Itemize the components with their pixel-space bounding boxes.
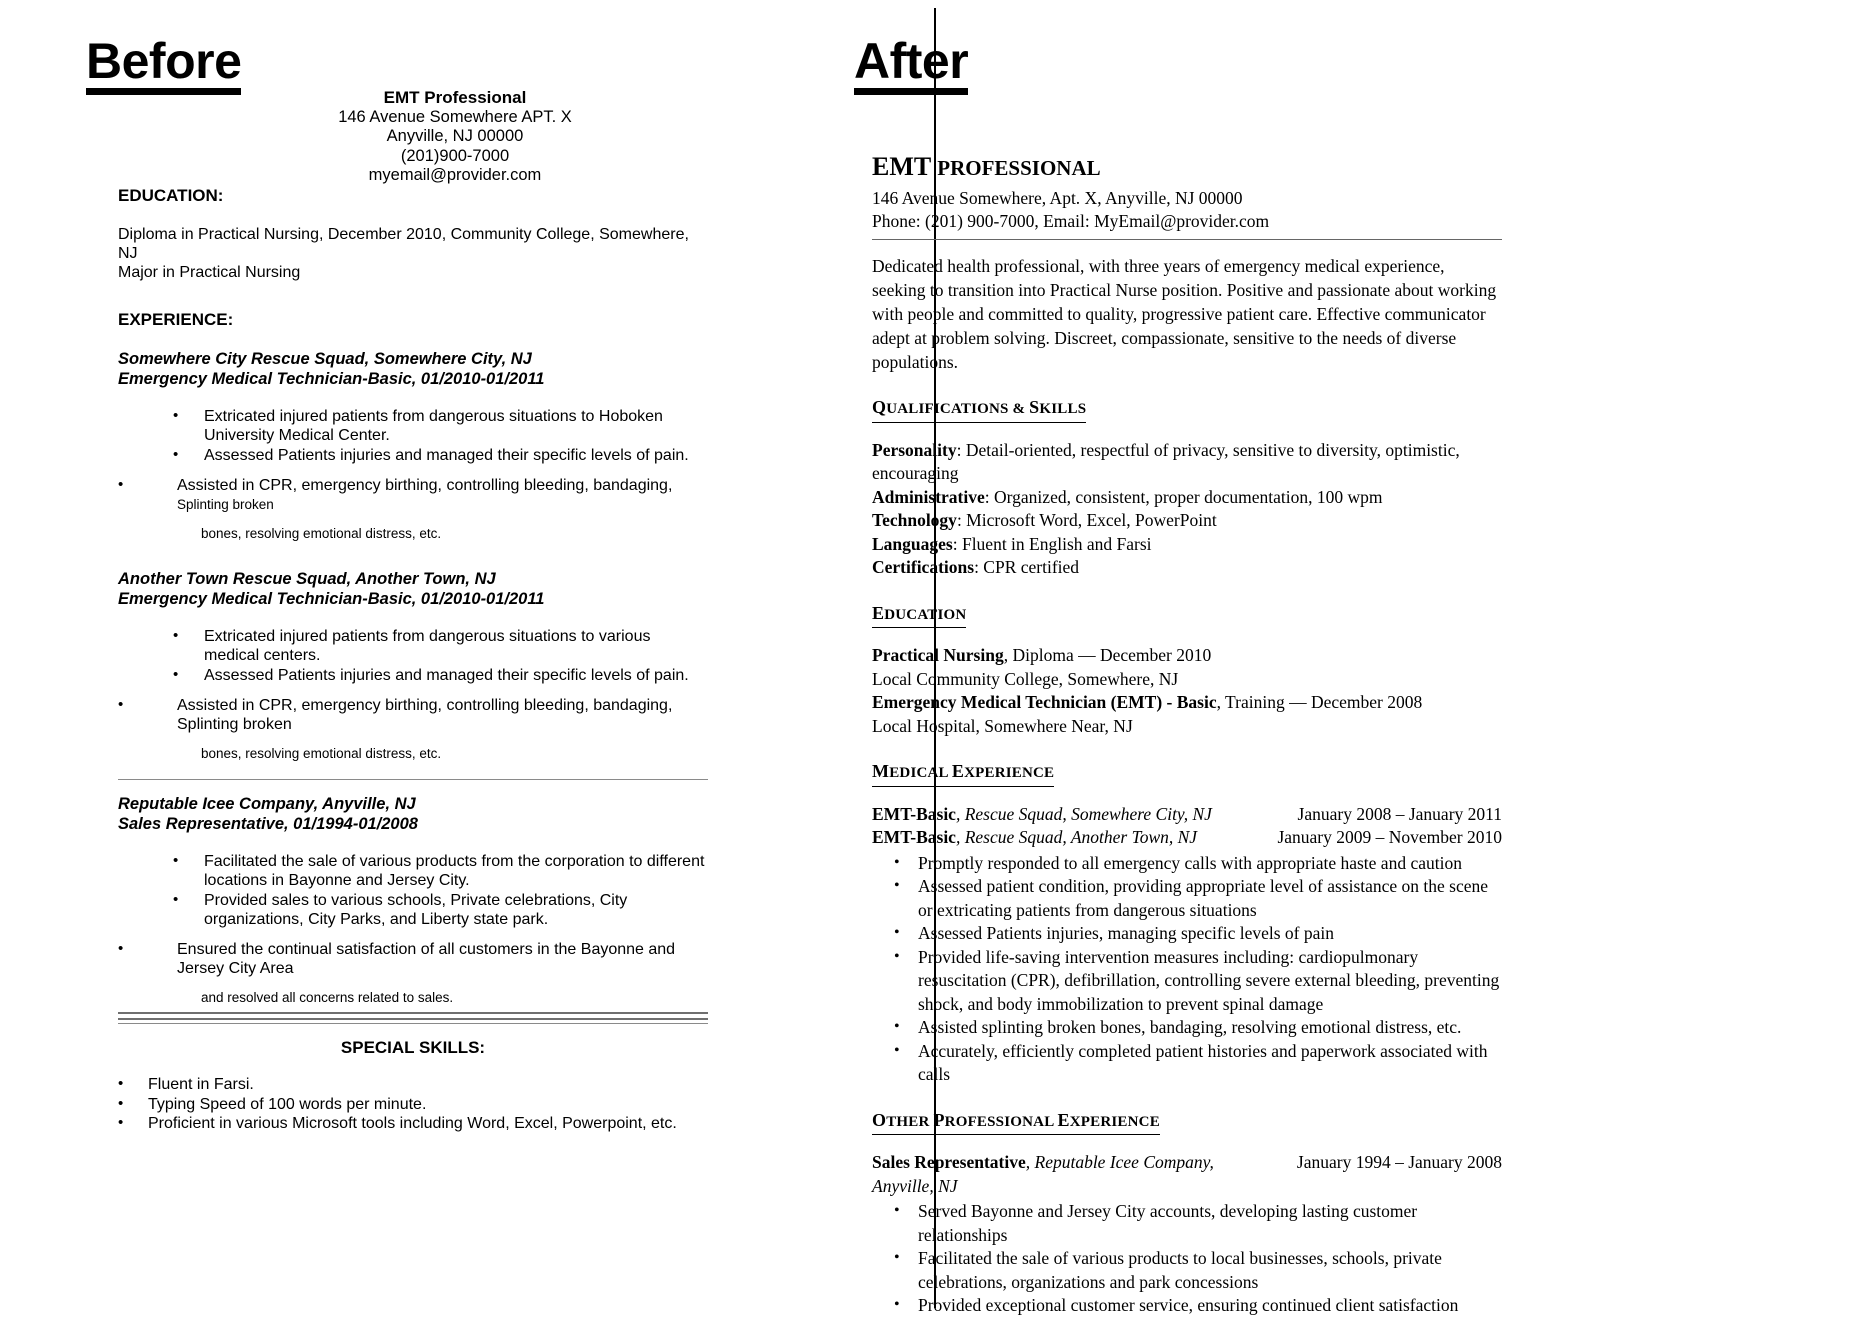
heading-initial-2: P [933,1109,945,1130]
heading-rest: THER [886,1113,934,1130]
education-detail: , Training — December 2008 [1216,692,1423,712]
heading-initial: M [872,761,890,781]
list-item [118,940,708,1007]
list-item: • Assessed Patients injuries and managed their specific levels of pain. [118,446,708,465]
medical-job-date: January 2008 – January 2011 [1297,803,1502,824]
before-education-line1: Diploma in Practical Nursing, December 2010, Community College, Somewhere, NJ [118,226,689,262]
list-item: • Assessed Patients injuries, managing specific levels of pain [872,922,1502,946]
heading-initial-2: E [951,761,965,781]
qualification-label: Certifications [872,557,975,577]
after-contact: Phone: (201) 900-7000, Email: MyEmail@provider.com [872,211,1270,231]
other-experience-heading [872,1109,1160,1136]
education-institution: Local Community College, Somewhere, NJ [872,668,1179,689]
education-detail: , Diploma — December 2010 [1003,645,1212,665]
after-body [872,152,1502,1318]
before-job-outdent-bullet [118,476,708,543]
section-divider [118,779,708,780]
education-program: Emergency Medical Technician (EMT) - Basic [872,692,1217,712]
other-job-org: , Reputable Icee Company, Anyville, NJ [872,1152,1214,1196]
bullet-small-text: Splinting broken [177,497,274,512]
medical-experience-bullet-list [872,852,1502,1087]
after-label [854,33,969,95]
before-name: EMT Professional [383,88,527,107]
medical-job-org: , Rescue Squad, Another Town, NJ [955,827,1198,847]
list-item: • Provided life-saving intervention measures including: cardiopulmonary resuscitation (CPR), defibrillation, controlling severe external bleeding, preventing shock, and body immobilization to prevent spinal damage [872,946,1502,1017]
qualification-value: : Fluent in English and Farsi [952,533,1152,554]
other-experience-bullet-list [872,1200,1502,1318]
after-name-first: EMT [872,152,931,181]
after-label-text: After [854,36,968,95]
other-job-title-wrap [872,1151,1273,1198]
list-item: • Extricated injured patients from dangerous situations to Hoboken University Medical Center. [118,407,708,445]
medical-job-entry [872,826,1502,850]
list-item: • Assisted splinting broken bones, bandaging, resolving emotional distress, etc. [872,1016,1502,1040]
list-item: • Extricated injured patients from dangerous situations to various medical centers. [118,627,708,665]
medical-job-title-wrap [872,826,1197,850]
list-item [118,476,708,543]
qualification-label: Personality [872,439,957,460]
list-item: • Fluent in Farsi. [118,1075,708,1095]
education-entry [872,644,1502,668]
after-address: 146 Avenue Somewhere, Apt. X, Anyville, NJ 00000 [872,188,1243,208]
heading-tail: XPERIENCE [1069,1113,1160,1130]
education-institution: Local Hospital, Somewhere Near, NJ [872,715,1133,736]
bullet-main-text: Assisted in CPR, emergency birthing, controlling bleeding, bandaging, [177,477,673,494]
list-item [118,696,708,763]
before-job-bullet-list [118,852,708,929]
heading-mid: ROFESSIONAL [944,1113,1058,1130]
heading-tail: KILLS [1039,401,1087,417]
bullet-continuation: and resolved all concerns related to sales. [201,990,454,1005]
education-program: Practical Nursing [872,645,1004,665]
before-label-text: Before [86,36,241,95]
qualification-label: Languages [872,533,953,554]
before-job-employer: Somewhere City Rescue Squad, Somewhere City, NJ [118,350,532,368]
after-name [872,152,1502,183]
before-email: myemail@provider.com [368,166,542,184]
before-job-title: Emergency Medical Technician-Basic, 01/2010-01/2011 [118,370,545,388]
education-heading [872,602,966,629]
list-item: • Provided sales to various schools, Private celebrations, City organizations, City Parks, and Liberty state park. [118,891,708,929]
list-item: • Served Bayonne and Jersey City accounts, developing lasting customer relationships [872,1200,1502,1247]
before-job-employer: Another Town Rescue Squad, Another Town, NJ [118,570,496,588]
list-item: • Facilitated the sale of various products from the corporation to different locations in Bayonne and Jersey City. [118,852,708,890]
before-job-title: Sales Representative, 01/1994-01/2008 [118,815,418,833]
heading-initial: O [872,1109,887,1130]
qualification-value: : Microsoft Word, Excel, PowerPoint [956,510,1217,530]
education-entry [872,691,1502,715]
qualification-row [872,509,1502,533]
list-item: • Proficient in various Microsoft tools including Word, Excel, Powerpoint, etc. [118,1114,708,1134]
medical-experience-section-header [872,760,1502,795]
heading-rest: EDICAL [889,765,952,781]
medical-experience-heading [872,760,1054,787]
heading-initial-2: S [1029,397,1040,417]
bullet-continuation: bones, resolving emotional distress, etc. [201,746,442,761]
heading-rest: UALIFICATIONS & [886,401,1030,417]
qualification-value: : Detail-oriented, respectful of privacy, sensitive to diversity, optimistic, encouraging [872,439,1460,483]
list-item: • Promptly responded to all emergency calls with appropriate haste and caution [872,852,1502,876]
list-item: • Provided exceptional customer service, ensuring continued client satisfaction [872,1294,1502,1318]
before-job-employer: Reputable Icee Company, Anyville, NJ [118,795,416,813]
before-footer-rule [118,1012,708,1020]
bullet-main-text: Assisted in CPR, emergency birthing, controlling bleeding, bandaging, Splinting broken [177,697,673,733]
other-job-date: January 1994 – January 2008 [1296,1152,1502,1172]
medical-job-date: January 2009 – November 2010 [1277,827,1502,847]
heading-rest: DUCATION [884,606,967,623]
other-job-role: Sales Representative [872,1152,1026,1172]
qualification-row [872,533,1502,557]
heading-initial: Q [872,397,887,417]
other-experience-section-header [872,1109,1502,1144]
medical-job-title-wrap [872,803,1212,827]
qualification-value: : CPR certified [974,557,1080,577]
medical-job-org: , Rescue Squad, Somewhere City, NJ [955,803,1212,824]
qualification-row [872,439,1502,486]
other-job-entry [872,1151,1502,1198]
list-item: • Assessed patient condition, providing appropriate level of assistance on the scene or extricating patients from dangerous situations [872,875,1502,922]
before-label [86,33,242,95]
before-job-outdent-bullet [118,696,708,763]
heading-initial-3: E [1057,1109,1070,1130]
heading-initial: E [872,602,885,623]
qualification-label: Administrative [872,486,985,507]
bullet-main-text: Ensured the continual satisfaction of all customers in the Bayonne and Jersey City Area [177,941,676,977]
after-summary: Dedicated health professional, with three years of emergency medical experience, seeking to transition into Practical Nurse position. Positive and passionate about working with people and committed to quality, progressive patient care. Effective communicator adept at problem solving. Discreet, compassionate, sensitive to the needs of diverse populations. [872,256,1497,372]
header-divider [872,239,1502,240]
before-experience-heading: EXPERIENCE: [118,310,234,329]
section-divider [118,1023,708,1024]
medical-job-entry [872,803,1502,827]
medical-job-role: EMT-Basic [872,827,956,847]
qualifications-section-header [872,396,1502,431]
before-contact-header [190,88,720,186]
qualification-row [872,556,1502,580]
qualification-value: : Organized, consistent, proper documentation, 100 wpm [984,486,1383,507]
before-job-bullet-list [118,407,708,465]
before-address-line2: Anyville, NJ 00000 [386,127,524,145]
before-special-skills-heading: SPECIAL SKILLS: [340,1038,486,1057]
bullet-continuation: bones, resolving emotional distress, etc. [201,526,442,541]
before-special-skills-list [118,1075,708,1134]
before-address-line1: 146 Avenue Somewhere APT. X [338,107,572,126]
list-item: • Accurately, efficiently completed patient histories and paperwork associated with calls [872,1040,1502,1087]
before-phone: (201)900-7000 [400,146,510,165]
before-body [118,186,708,1134]
medical-job-role: EMT-Basic [872,803,956,824]
qualification-label: Technology [872,510,957,530]
heading-tail: XPERIENCE [964,765,1055,781]
before-job-outdent-bullet [118,940,708,1007]
after-name-rest: PROFESSIONAL [937,156,1101,180]
list-item: • Assessed Patients injuries and managed their specific levels of pain. [118,666,708,685]
after-column [854,0,1862,1340]
list-item: • Typing Speed of 100 words per minute. [118,1095,708,1115]
before-education-heading: EDUCATION: [118,186,224,205]
qualifications-heading [872,396,1086,423]
education-section-header [872,602,1502,637]
before-education-line2: Major in Practical Nursing [118,264,301,281]
qualification-row [872,486,1502,510]
list-item: • Facilitated the sale of various products to local businesses, schools, private celebrations, organizations and park concessions [872,1247,1502,1294]
before-job-bullet-list [118,627,708,685]
before-job-title: Emergency Medical Technician-Basic, 01/2010-01/2011 [118,590,545,608]
